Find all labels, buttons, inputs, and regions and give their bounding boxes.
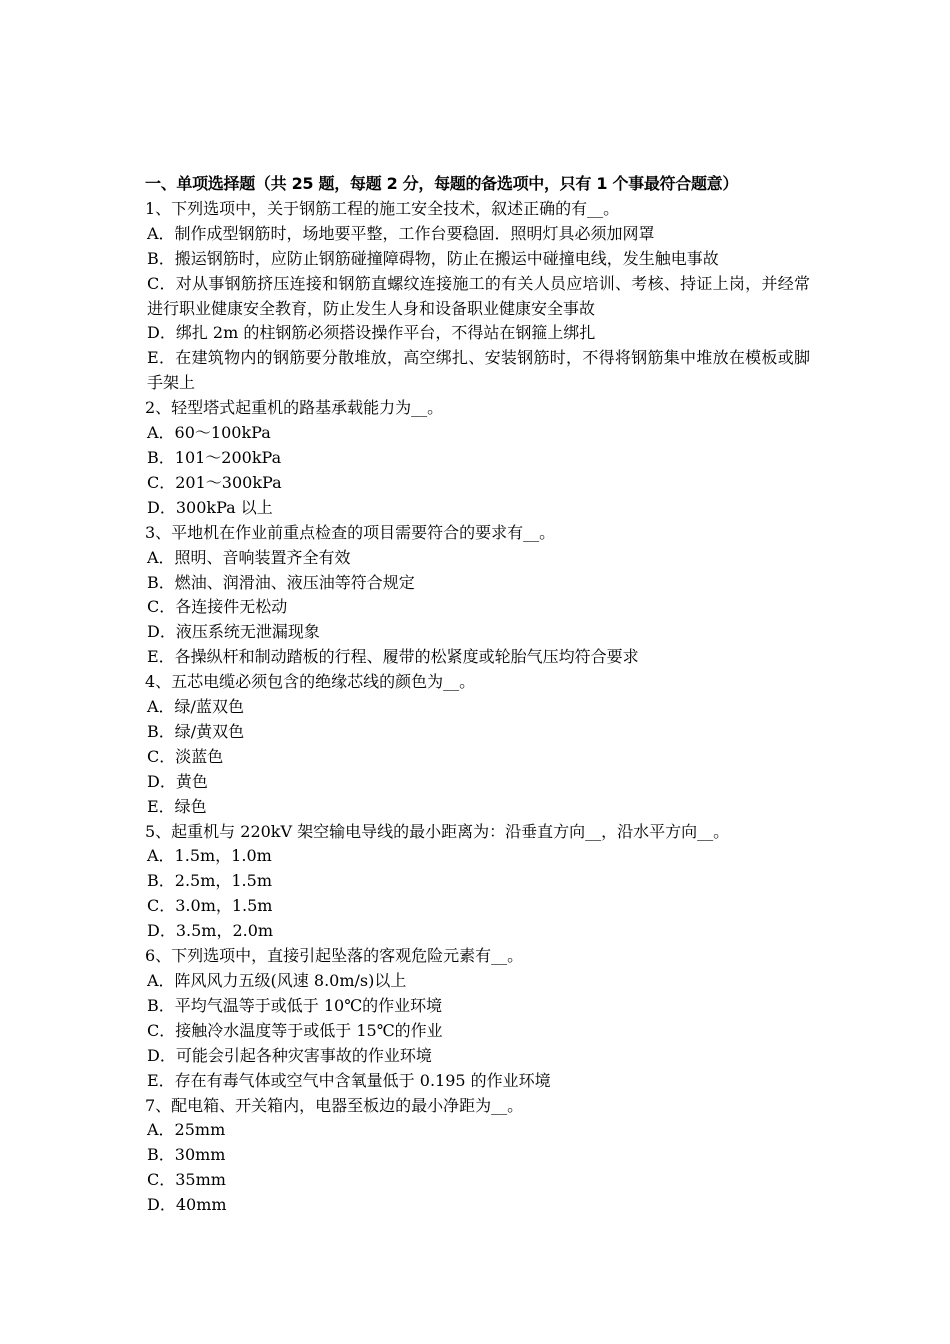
question-4-option-b: B．绿/黄双色 <box>147 721 245 741</box>
document-page <box>145 172 810 1218</box>
question-5-option-c: C．3.0m，1.5m <box>147 896 273 916</box>
question-4-option-e: E．绿色 <box>147 796 207 816</box>
question-1-option-b: B．搬运钢筋时，应防止钢筋碰撞障碍物，防止在搬运中碰撞电线，发生触电事故 <box>147 248 719 268</box>
question-3-stem: 3、平地机在作业前重点检查的项目需要符合的要求有__。 <box>145 522 556 542</box>
question-7-option-d: D．40mm <box>147 1195 227 1215</box>
question-5-option-b: B．2.5m，1.5m <box>147 871 272 891</box>
question-3-option-e: E．各操纵杆和制动踏板的行程、履带的松紧度或轮胎气压均符合要求 <box>147 647 639 667</box>
question-6-option-e: E．存在有毒气体或空气中含氧量低于 0.195 的作业环境 <box>147 1070 551 1090</box>
question-5-option-d: D．3.5m，2.0m <box>147 921 274 941</box>
question-7-option-a: A．25mm <box>147 1120 226 1140</box>
question-3-option-d: D．液压系统无泄漏现象 <box>147 622 320 642</box>
question-6-option-c: C．接触冷水温度等于或低于 15℃的作业 <box>147 1020 443 1040</box>
question-4-stem: 4、五芯电缆必须包含的绝缘芯线的颜色为__。 <box>145 672 476 692</box>
question-1-option-c: C．对从事钢筋挤压连接和钢筋直螺纹连接施工的有关人员应培训、考核、持证上岗，并经常进行职业健康安全教育，防止发生人身和设备职业健康安全事故 <box>147 273 810 318</box>
question-2-option-c: C．201～300kPa <box>147 472 282 492</box>
question-3-option-a: A．照明、音响装置齐全有效 <box>147 547 351 567</box>
question-5-option-a: A．1.5m，1.0m <box>147 846 272 866</box>
question-3-option-b: B．燃油、润滑油、液压油等符合规定 <box>147 572 415 592</box>
question-7-stem: 7、配电箱、开关箱内，电器至板边的最小净距为__。 <box>145 1095 524 1115</box>
question-1-option-e: E．在建筑物内的钢筋要分散堆放，高空绑扎、安装钢筋时，不得将钢筋集中堆放在模板或脚手架上 <box>147 348 810 393</box>
question-6-option-b: B．平均气温等于或低于 10℃的作业环境 <box>147 995 443 1015</box>
question-2-option-d: D．300kPa 以上 <box>147 497 273 517</box>
question-2-option-b: B．101～200kPa <box>147 447 282 467</box>
question-5-stem: 5、起重机与 220kV 架空输电导线的最小距离为：沿垂直方向__，沿水平方向__。 <box>145 821 730 841</box>
question-1-option-a: A．制作成型钢筋时，场地要平整，工作台要稳固．照明灯具必须加网罩 <box>147 223 655 243</box>
question-4-option-c: C．淡蓝色 <box>147 746 224 766</box>
question-7-option-c: C．35mm <box>147 1170 226 1190</box>
question-1-option-d: D．绑扎 2m 的柱钢筋必须搭设操作平台，不得站在钢箍上绑扎 <box>147 323 596 343</box>
question-7-option-b: B．30mm <box>147 1145 226 1165</box>
question-3-option-c: C．各连接件无松动 <box>147 597 288 617</box>
question-6-option-d: D．可能会引起各种灾害事故的作业环境 <box>147 1045 432 1065</box>
question-4-option-d: D．黄色 <box>147 771 208 791</box>
question-2-option-a: A．60～100kPa <box>147 423 271 443</box>
question-2-stem: 2、轻型塔式起重机的路基承载能力为__。 <box>145 398 444 418</box>
question-1-stem: 1、下列选项中，关于钢筋工程的施工安全技术，叙述正确的有__。 <box>145 198 620 218</box>
section-title: 一、单项选择题（共 25 题，每题 2 分，每题的备选项中，只有 1 个事最符合题意） <box>145 174 739 193</box>
question-4-option-a: A．绿/蓝双色 <box>147 697 244 717</box>
question-6-option-a: A．阵风风力五级(风速 8.0m/s)以上 <box>147 971 407 990</box>
question-6-stem: 6、下列选项中，直接引起坠落的客观危险元素有__。 <box>145 946 524 966</box>
